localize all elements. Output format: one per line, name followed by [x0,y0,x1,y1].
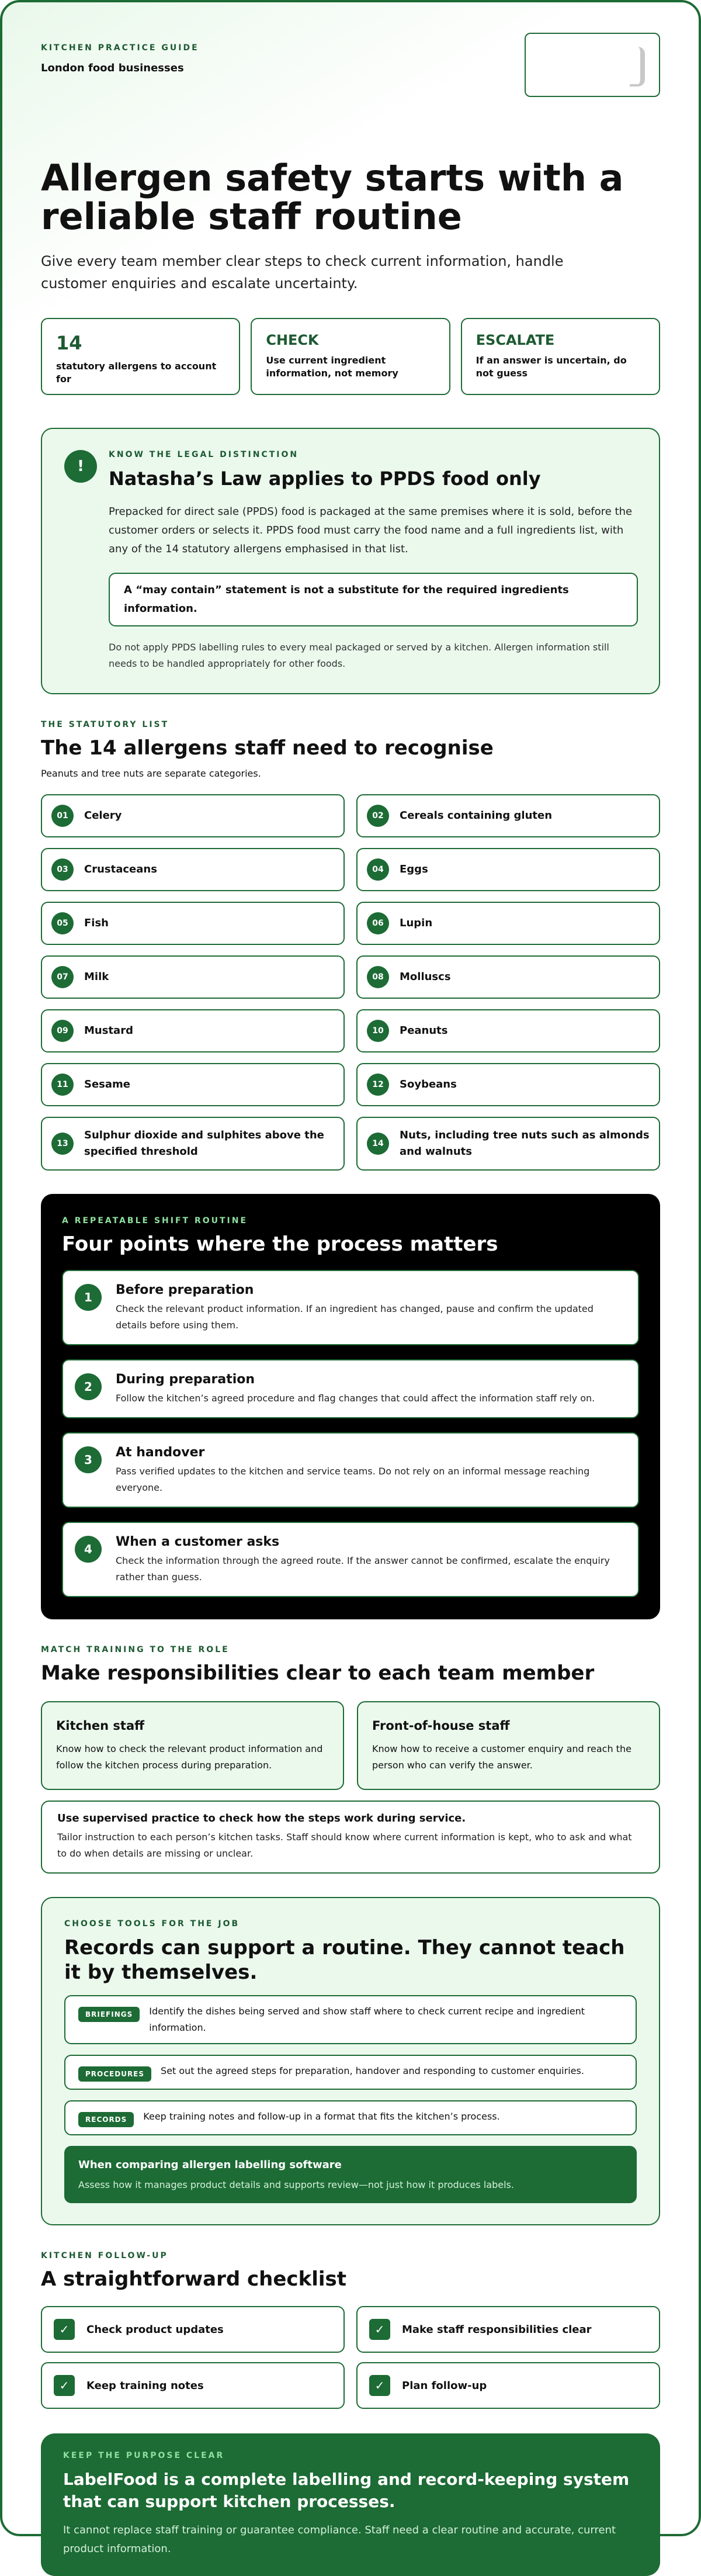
tool-item [64,2100,637,2135]
roles-section [41,1645,660,1874]
roles-row [41,1701,660,1790]
header [41,43,660,113]
allergen-item [356,955,660,999]
tool-tag: RECORDS [78,2112,134,2127]
allergen-number: 12 [367,1074,389,1096]
tool-tag: BRIEFINGS [78,2007,140,2022]
step-text: Check the relevant product information. If an ingredient has changed, pause and confirm the updated details before using them. [116,1303,594,1331]
roles-title: Make responsibilities clear to each team member [41,1661,595,1685]
page-lead: Give every team member clear steps to check current information, handle customer enquiries and escalate uncertainty. [41,253,564,292]
role-text: Know how to receive a customer enquiry and reach the person who can verify the answer. [372,1743,631,1771]
checkmark-icon: ✓ [369,2375,390,2396]
legal-note: Do not apply PPDS labelling rules to every meal packaged or served by a kitchen. Allergen information still needs to be handled appropriately for other foods. [109,642,609,669]
allergen-name: Mustard [84,1024,133,1037]
step-number: 2 [75,1373,102,1400]
checkmark-icon: ✓ [369,2319,390,2340]
checklist-title: A straightforward checklist [41,2267,346,2291]
allergen-name: Sulphur dioxide and sulphites above the specified threshold [84,1129,324,1158]
step-title: Before preparation [116,1283,254,1297]
allergen-name: Cereals containing gluten [400,809,553,822]
allergen-item [356,902,660,945]
stat-card-escalate [461,318,660,395]
allergen-item [356,1009,660,1052]
header-kicker: KITCHEN PRACTICE GUIDE [41,43,199,53]
purpose-title: LabelFood is a complete labelling and record-keeping system that can support kitchen processes. [63,2470,630,2511]
allergen-item [356,1117,660,1171]
allergen-item [41,1117,345,1171]
tool-text: Keep training notes and follow-up in a format that fits the kitchen’s process. [143,2111,500,2122]
tools-panel [41,1897,660,2225]
stats-row [41,318,660,395]
allergen-number: 04 [367,858,389,881]
tools-title: Records can support a routine. They cannot teach it by themselves. [64,1936,625,1984]
logo-placeholder-icon [525,33,660,97]
routine-step [62,1359,639,1418]
purpose-panel [41,2433,660,2576]
step-text: Pass verified updates to the kitchen and service teams. Do not rely on an informal message reaching everyone. [116,1466,590,1493]
checklist-section [41,2251,660,2409]
allergen-item [41,1009,345,1052]
allergen-item [356,794,660,837]
allergen-name: Crustaceans [84,863,157,875]
step-text: Follow the kitchen’s agreed procedure and flag changes that could affect the information staff rely on. [116,1393,595,1404]
purpose-kicker: KEEP THE PURPOSE CLEAR [63,2451,225,2460]
checklist-label: Check product updates [86,2323,224,2336]
checklist-item [356,2306,660,2353]
stat-card-allergens [41,318,240,395]
stat-text: Use current ingredient information, not memory [266,355,398,379]
stat-value: CHECK [266,332,319,348]
step-number: 3 [75,1446,102,1473]
allergen-item [41,794,345,837]
legal-body: Prepacked for direct sale (PPDS) food is packaged at the same premises where it is sold, before the customer orders or selects it. PPDS food must carry the food name and a full ingredients list, with any of the 14 statutory allergens emphasised in that list. [109,505,633,555]
allergens-title: The 14 allergens staff need to recognise [41,736,494,760]
brand [41,43,199,74]
software-comparison-callout [64,2146,637,2203]
alert-icon: ! [64,450,97,483]
allergen-item [356,1063,660,1106]
allergen-item [41,902,345,945]
allergen-item [41,848,345,891]
allergen-name: Fish [84,917,109,929]
checkmark-icon: ✓ [54,2319,75,2340]
legal-quote: A “may contain” statement is not a substitute for the required ingredients information. [109,573,638,626]
routine-title: Four points where the process matters [62,1232,498,1256]
supervised-practice-card [41,1801,660,1874]
allergen-name: Eggs [400,863,428,875]
practice-text: Tailor instruction to each person’s kitchen tasks. Staff should know where current information is kept, who to ask and what to do when details are missing or unclear. [57,1831,632,1859]
tool-text: Set out the agreed steps for preparation, handover and responding to customer enquiries. [161,2065,584,2076]
allergen-number: 06 [367,912,389,934]
checklist-item [41,2306,345,2353]
allergen-item [356,848,660,891]
step-number: 1 [75,1284,102,1311]
checkmark-icon: ✓ [54,2375,75,2396]
roles-kicker: MATCH TRAINING TO THE ROLE [41,1645,230,1654]
allergens-sub: Peanuts and tree nuts are separate categories. [41,768,261,779]
purpose-text: It cannot replace staff training or guarantee compliance. Staff need a clear routine and accurate, current product information. [63,2524,616,2555]
allergen-number: 11 [51,1074,74,1096]
checklist-item [41,2362,345,2409]
stat-value: 14 [56,332,82,354]
allergen-number: 05 [51,912,74,934]
step-number: 4 [75,1536,102,1563]
step-title: At handover [116,1445,205,1460]
tool-item [64,2055,637,2090]
allergens-section [41,720,660,1171]
stat-text: If an answer is uncertain, do not guess [476,355,627,379]
compare-text: Assess how it manages product details and supports review—not just how it produces labels. [78,2179,514,2190]
allergen-item [41,955,345,999]
step-title: When a customer asks [116,1535,280,1549]
role-text: Know how to check the relevant product information and follow the kitchen process during preparation. [56,1743,323,1771]
legal-kicker: KNOW THE LEGAL DISTINCTION [109,450,299,459]
allergens-kicker: THE STATUTORY LIST [41,720,169,729]
role-card-foh [357,1701,660,1790]
allergen-name: Soybeans [400,1078,457,1090]
page-title: Allergen safety starts with a reliable staff routine [41,157,624,238]
allergen-name: Lupin [400,917,433,929]
allergen-grid [41,794,660,1171]
allergen-name: Celery [84,809,122,822]
allergen-number: 01 [51,805,74,827]
step-title: During preparation [116,1372,255,1387]
stat-value: ESCALATE [476,332,555,348]
allergen-number: 03 [51,858,74,881]
tool-tag: PROCEDURES [78,2066,151,2082]
tool-item [64,1995,637,2044]
role-title: Kitchen staff [56,1719,145,1733]
compare-title: When comparing allergen labelling software [78,2159,342,2171]
tools-kicker: CHOOSE TOOLS FOR THE JOB [64,1919,240,1928]
checklist-kicker: KITCHEN FOLLOW-UP [41,2251,168,2260]
routine-panel [41,1194,660,1619]
allergen-number: 08 [367,966,389,988]
checklist-grid [41,2306,660,2409]
allergen-name: Milk [84,971,109,983]
checklist-label: Keep training notes [86,2379,204,2392]
practice-title: Use supervised practice to check how the steps work during service. [57,1812,466,1824]
header-subtitle: London food businesses [41,62,184,74]
allergen-name: Molluscs [400,971,451,983]
routine-kicker: A REPEATABLE SHIFT ROUTINE [62,1216,248,1225]
legal-callout [41,428,660,694]
checklist-label: Make staff responsibilities clear [402,2323,592,2336]
allergen-number: 10 [367,1020,389,1042]
logo-bracket-icon [630,47,645,86]
role-title: Front-of-house staff [372,1719,510,1733]
legal-title: Natasha’s Law applies to PPDS food only [109,468,541,490]
allergen-number: 14 [367,1133,389,1155]
allergen-number: 13 [51,1133,74,1155]
step-text: Check the information through the agreed route. If the answer cannot be confirmed, escalate the enquiry rather than guess. [116,1555,610,1583]
allergen-number: 09 [51,1020,74,1042]
routine-step [62,1270,639,1345]
checklist-label: Plan follow-up [402,2379,487,2392]
allergen-number: 07 [51,966,74,988]
allergen-number: 02 [367,805,389,827]
routine-step [62,1522,639,1597]
routine-step [62,1432,639,1508]
stat-card-check [251,318,450,395]
allergen-item [41,1063,345,1106]
stat-text: statutory allergens to account for [56,361,217,385]
role-card-kitchen [41,1701,344,1790]
checklist-item [356,2362,660,2409]
tool-text: Identify the dishes being served and show staff where to check current recipe and ingredient information. [149,2006,585,2033]
allergen-name: Peanuts [400,1024,448,1037]
allergen-name: Sesame [84,1078,130,1090]
allergen-name: Nuts, including tree nuts such as almonds and walnuts [400,1129,650,1158]
